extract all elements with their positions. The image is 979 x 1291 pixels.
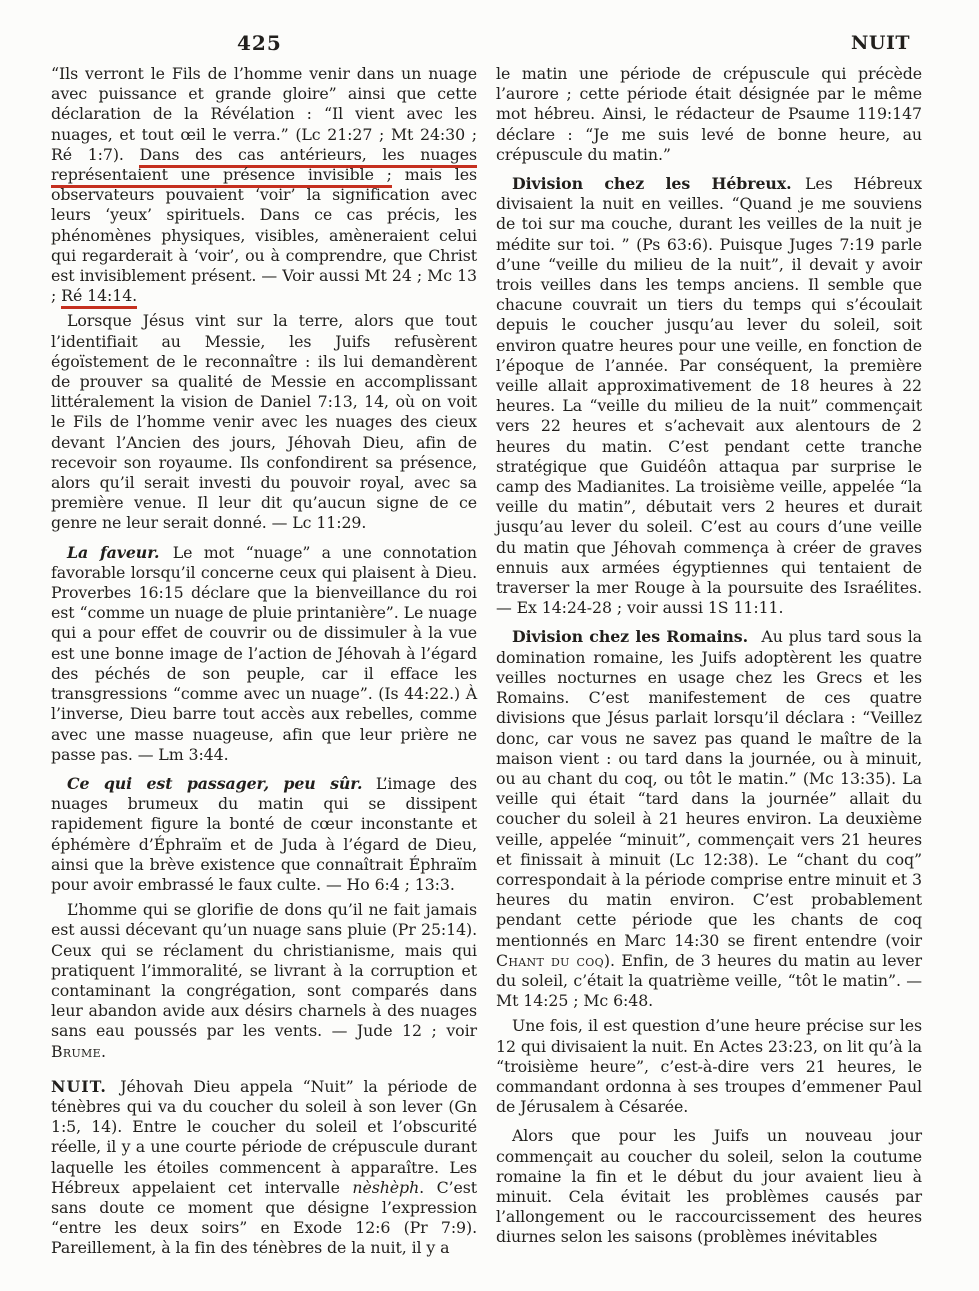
left-column [51,64,477,1259]
subsection-heading: Division chez les Romains. [512,627,748,647]
transliterated-term: nèshèph [352,1177,420,1197]
text-run: mais les observateurs pouvaient ‘voir’ la signification avec leurs ‘yeux’ spirituels. Dans ce cas précis, les phénomènes physiques, visibles, amèneraient celui qui regarderait à ‘voir’, ou à comprendre, que Christ est invisiblement présent. — Voir aussi Mt 24 ; Mc 13 ; [51,165,477,306]
text-run: L’image des nuages brumeux du matin qui se dissipent rapidement figure la bonté de cœur inconstante et éphémère d’Éphraïm et de Juda à l’égard de Dieu, ainsi que la brève existence que connaîtrait Éphraïm pour avoir embrassé le faux culte. — Ho 6:4 ; 13:3. [51,773,477,894]
page-number: 425 [237,31,282,55]
red-underlined-text: Ré 14:14. [61,286,137,309]
text-run: Au plus tard sous la domination romaine, les Juifs adoptèrent les quatre veilles nocturnes en usage chez les Grecs et les Romains. C’est manifestement de ces quatre divisions que Jésus parlait lorsqu’il déclara : “Veillez donc, car vous ne savez pas quand le maître de la maison vient : ou tard dans la journée, ou à minuit, ou au chant du coq, ou tôt le matin.” (Mc 13:35). La veille qui était “tard dans la journée” allait du coucher du soleil à 21 heures environ. La deuxième veille, appelée “minuit”, commençait vers 21 heures et finissait à minuit (Lc 12:38). Le “chant du coq” correspondait à la période comprise entre minuit et 3 heures du matin environ. C’est probablement pendant cette période que les chants de coq mentionnés en Marc 14:30 se firent entendre (voir [496,627,922,950]
text-columns [51,64,922,1259]
subsection-division-hebreux [496,174,922,618]
right-column [496,64,922,1259]
running-head: NUIT [851,32,910,54]
text-run: L’homme qui se glorifie de dons qu’il ne fait jamais est aussi décevant qu’un nuage sans pluie (Pr 25:14). Ceux qui se réclament du christianisme, mais qui pratiquent l’immoralité, se livrant à la corruption et contaminant la congrégation, sont comparés dans leur abandon avide aux désirs charnels à des nuages sans eau poussés par les vents. — Jude 12 ; voir [51,900,477,1041]
text-run: Alors que pour les Juifs un nouveau jour commençait au coucher du soleil, selon la coutume romaine la fin et le début du jour avaient lieu à minuit. Cela évitait les problèmes causés par l’allongement ou le raccourcissement des heures diurnes selon les saisons (problèmes inévitables [496,1126,922,1247]
text-run: ). Enfin, de 3 heures du matin au lever du soleil, c’était la quatrième veille, “tôt le matin”. — Mt 14:25 ; Mc 6:48. [496,950,922,1011]
continuation-paragraph-nuage [51,64,477,306]
paragraph-messie [51,311,477,533]
paragraph-jour-romain [496,1126,922,1247]
paragraph-nuage-sans-pluie [51,900,477,1062]
subsection-division-romains [496,627,922,1011]
text-run: Une fois, il est question d’une heure précise sur les 12 qui divisaient la nuit. En Actes 23:23, on lit qu’à la “troisième heure”, c’est-à-dire vers 21 heures, le commandant ordonna à ses troupes d’emmener Paul de Jérusalem à Césarée. [496,1016,922,1117]
subsection-passager-peu-sur [51,774,477,895]
subsection-heading: Division chez les Hébreux. [512,174,792,194]
text-run: le matin une période de crépuscule qui précède l’aurore ; cette période était désignée par le même mot hébreu. Ainsi, le rédacteur de Psaume 119:147 déclare : “Je me suis levé de bonne heure, au crépuscule du matin.” [496,64,922,164]
cross-reference: Chant du coq [496,950,604,970]
text-run: Jéhovah Dieu appela “Nuit” la période de ténèbres qui va du coucher du soleil à son lever (Gn 1:5, 14). Entre le coucher du soleil et l’obscurité réelle, il y a une courte période de crépuscule durant laquelle les étoiles commencent à apparaître. Les Hébreux appelaient cet intervalle [51,1076,477,1197]
entry-heading: NUIT. [51,1076,107,1096]
text-run: Lorsque Jésus vint sur la terre, alors que tout l’identifiait au Messie, les Juifs refusèrent égoïstement de le reconnaître : ils lui demandèrent de prouver sa qualité de Messie en accomplissant littéralement la vision de Daniel 7:13, 14, où on voit le Fils de l’homme venir avec les nuages des cieux devant l’Ancien des jours, Jéhovah Dieu, afin de recevoir son royaume. Ils confondirent sa présence, alors qu’il serait investi du pouvoir royal, avec sa première venue. Il leur dit qu’aucun signe de ce genre ne leur serait donné. — Lc 11:29. [51,311,477,533]
text-run: Le mot “nuage” a une connotation favorable lorsqu’il concerne ceux qui plaisent à Dieu. Proverbes 16:15 déclare que la bienveillance du roi est “comme un nuage de pluie printanière”. Le nuage qui a pour effet de couvrir ou de dissimuler à la vue est une bonne image de l’action de Jéhovah à l’égard des péchés de son peuple, car il efface les transgressions “comme avec un nuage”. (Is 44:22.) À l’inverse, Dieu barre tout accès aux rebelles, comme avec une masse nuageuse, afin que leur prière ne passe pas. — Lm 3:44. [51,542,477,764]
subsection-la-faveur [51,543,477,765]
text-run: “Ils verront le Fils de l’homme venir dans un nuage avec puissance et grande gloire” ainsi que cette déclaration de la Révélation : “Il vient avec les nuages, et tout œil le verra.” (Lc 21:27 ; Mt 24:30 ; Ré 1:7). [51,64,477,164]
paragraph-heure-precise [496,1016,922,1117]
subsection-heading: La faveur. [67,542,160,562]
entry-nuit [51,1077,477,1259]
text-run: Les Hébreux divisaient la nuit en veilles. “Quand je me souviens de toi sur ma couche, durant les veilles de la nuit je médite sur toi. ” (Ps 63:6). Puisque Juges 7:19 parle d’une “veille du milieu de la nuit”, il devait y avoir trois veilles dans les temps anciens. Il semble que chacune couvrait un tiers du temps qui s’écoulait depuis le coucher jusqu’au lever du soleil, soit environ quatre heures pour une veille, en fonction de l’époque de l’année. Par conséquent, la première veille allait approximativement de 18 heures à 22 heures. La “veille du milieu de la nuit” commençait vers 22 heures et s’achevait aux alentours de 2 heures du matin. C’est pendant cette tranche stratégique que Guidéôn attaqua par surprise le camp des Madianites. La troisième veille, appelée “la veille du matin”, débutait vers 2 heures et durait jusqu’au lever du soleil. C’est au cours d’une veille du matin que Jéhovah commença à créer de graves ennuis aux armées égyptiennes qui tentaient de traverser la mer Rouge à la poursuite des Israélites. — Ex 14:24-28 ; voir aussi 1S 11:11. [496,174,923,618]
cross-reference: Brume [51,1041,101,1061]
continuation-paragraph-crepuscule [496,64,922,165]
red-underlined-text: Dans des cas antérieurs, les nuages représentaient une présence invisible ; [51,145,477,188]
text-run: . [100,1041,106,1061]
text-run: . C’est sans doute ce moment que désigne l’expression “entre les deux soirs” en Exode 12:6 (Pr 7:9). Pareillement, à la fin des ténèbres de la nuit, il y a [51,1177,477,1258]
subsection-heading: Ce qui est passager, peu sûr. [67,773,363,793]
